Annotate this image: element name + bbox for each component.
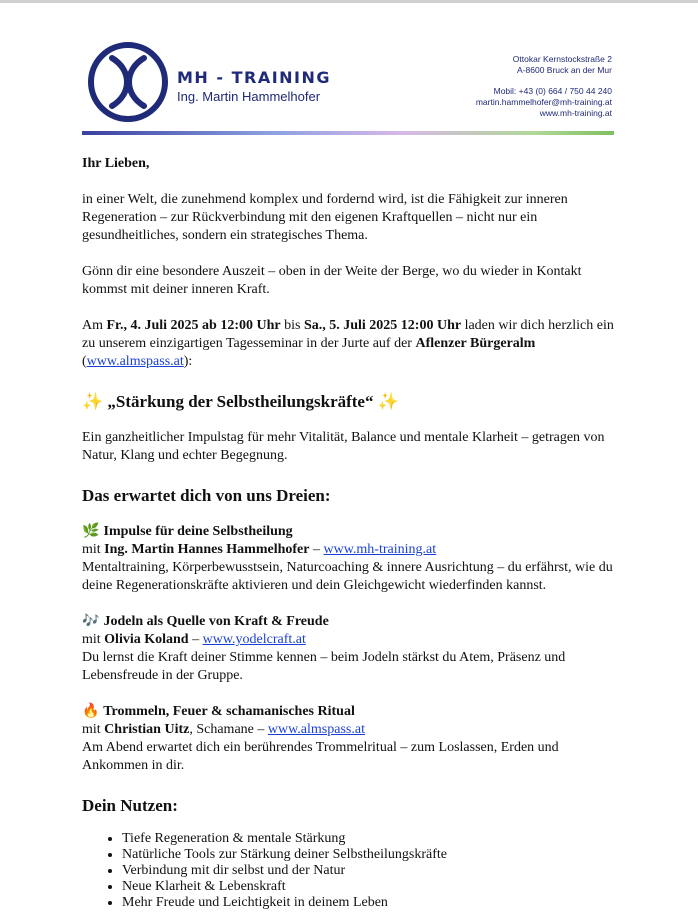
with-text: mit bbox=[82, 542, 105, 557]
greeting: Ihr Lieben, bbox=[82, 156, 150, 171]
section-jodeln bbox=[82, 613, 622, 685]
yodelcraft-link[interactable]: www.yodelcraft.at bbox=[202, 632, 306, 647]
section-description: Mentaltraining, Körperbewusstsein, Naturcoaching & innere Ausrichtung – du erfährst, wie du deine Regenerationskräfte aktivieren und dein Gleichgewicht wiederfinden kannst. bbox=[82, 560, 613, 593]
seminar-headline bbox=[82, 393, 622, 411]
letterhead bbox=[82, 40, 614, 132]
section-title: Jodeln als Quelle von Kraft & Freude bbox=[103, 614, 329, 629]
presenter-role: – bbox=[309, 542, 324, 557]
start-date: Fr., 4. Juli 2025 ab 12:00 Uhr bbox=[106, 318, 281, 333]
header-divider bbox=[82, 131, 614, 135]
end-date: Sa., 5. Juli 2025 12:00 Uhr bbox=[303, 318, 462, 333]
fire-icon: 🔥 bbox=[82, 704, 100, 719]
section-title: Impulse für deine Selbstheilung bbox=[103, 524, 293, 539]
p3-text-b: bis bbox=[280, 318, 304, 333]
headline-text: „Stärkung der Selbstheilungskräfte“ bbox=[107, 392, 374, 411]
section-presenter bbox=[82, 541, 622, 559]
brand-title: MH - TRAINING bbox=[177, 68, 332, 87]
mh-training-logo-icon bbox=[82, 40, 174, 132]
list-item: • Natürliche Tools zur Stärkung deiner Selbstheilungskräfte bbox=[122, 847, 622, 863]
with-text: mit bbox=[82, 632, 105, 647]
almspass-link[interactable]: www.almspass.at bbox=[86, 354, 184, 369]
p3-text-a: Am bbox=[82, 318, 107, 333]
section-title: Trommeln, Feuer & schamanisches Ritual bbox=[103, 704, 355, 719]
presenter-name: Ing. Martin Hannes Hammelhofer bbox=[104, 542, 310, 557]
brand-subtitle: Ing. Martin Hammelhofer bbox=[177, 89, 321, 104]
paren-open: ( bbox=[82, 354, 87, 369]
section-title-row bbox=[82, 703, 622, 721]
offer-heading: Das erwartet dich von uns Dreien: bbox=[82, 486, 331, 505]
list-item: • Tiefe Regeneration & mentale Stärkung bbox=[122, 831, 622, 847]
sparkles-icon: ✨ bbox=[377, 392, 399, 411]
music-notes-icon: 🎶 bbox=[82, 614, 100, 629]
page-top-border bbox=[0, 0, 698, 3]
presenter-name: Olivia Koland bbox=[104, 632, 189, 647]
presenter-role: , Schamane – bbox=[189, 722, 268, 737]
paragraph-1: in einer Welt, die zunehmend komplex und fordernd wird, ist die Fähigkeit zur inneren Regeneration – zur Rückverbindung mit den eigenen Kraftquellen – nicht nur ein gesundheitliches, sondern ein strategisches Thema. bbox=[82, 192, 568, 243]
venue: Aflenzer Bürgeralm bbox=[415, 336, 536, 351]
herb-icon: 🌿 bbox=[82, 524, 100, 539]
paragraph-3 bbox=[82, 317, 622, 371]
section-title-row bbox=[82, 523, 622, 541]
paren-close: ): bbox=[183, 354, 193, 369]
website: www.mh-training.at bbox=[539, 108, 612, 118]
address-line-2: A-8600 Bruck an der Mur bbox=[517, 65, 612, 75]
presenter-name: Christian Uitz bbox=[104, 722, 190, 737]
with-text: mit bbox=[82, 722, 105, 737]
list-item: • Verbindung mit dir selbst und der Natur bbox=[122, 863, 622, 879]
mh-training-link[interactable]: www.mh-training.at bbox=[323, 542, 437, 557]
contact-block bbox=[476, 54, 612, 119]
brand-block bbox=[177, 68, 331, 104]
address-line-1: Ottokar Kernstockstraße 2 bbox=[512, 54, 612, 64]
section-trommeln bbox=[82, 703, 622, 775]
paragraph-2: Gönn dir eine besondere Auszeit – oben in der Weite der Berge, wo du wieder in Kontakt kommst mit deiner inneren Kraft. bbox=[82, 264, 582, 297]
section-description: Am Abend erwartet dich ein berührendes Trommelritual – zum Loslassen, Erden und Ankommen in dir. bbox=[82, 740, 559, 773]
intro-paragraph: Ein ganzheitlicher Impulstag für mehr Vitalität, Balance und mentale Klarheit – getragen von Natur, Klang und echter Begegnung. bbox=[82, 430, 605, 463]
section-title-row bbox=[82, 613, 622, 631]
section-selbstheilung bbox=[82, 523, 622, 595]
presenter-role: – bbox=[188, 632, 203, 647]
p3-text-c: laden wir dich herzlich ein zu unserem einzigartigen Tagesseminar in der Jurte auf der bbox=[82, 318, 614, 351]
list-item: • Neue Klarheit & Lebenskraft bbox=[122, 879, 622, 895]
section-presenter bbox=[82, 631, 622, 649]
benefit-heading: Dein Nutzen: bbox=[82, 796, 178, 815]
benefit-list bbox=[82, 831, 622, 911]
section-presenter bbox=[82, 721, 622, 739]
phone: Mobil: +43 (0) 664 / 750 44 240 bbox=[493, 86, 612, 96]
almspass-link[interactable]: www.almspass.at bbox=[267, 722, 365, 737]
letter-body bbox=[82, 155, 622, 911]
email: martin.hammelhofer@mh-training.at bbox=[475, 97, 612, 107]
list-item: • Mehr Freude und Leichtigkeit in deinem Leben bbox=[122, 895, 622, 911]
sparkles-icon: ✨ bbox=[82, 392, 104, 411]
section-description: Du lernst die Kraft deiner Stimme kennen – beim Jodeln stärkst du Atem, Präsenz und Lebensfreude in der Gruppe. bbox=[82, 650, 566, 683]
